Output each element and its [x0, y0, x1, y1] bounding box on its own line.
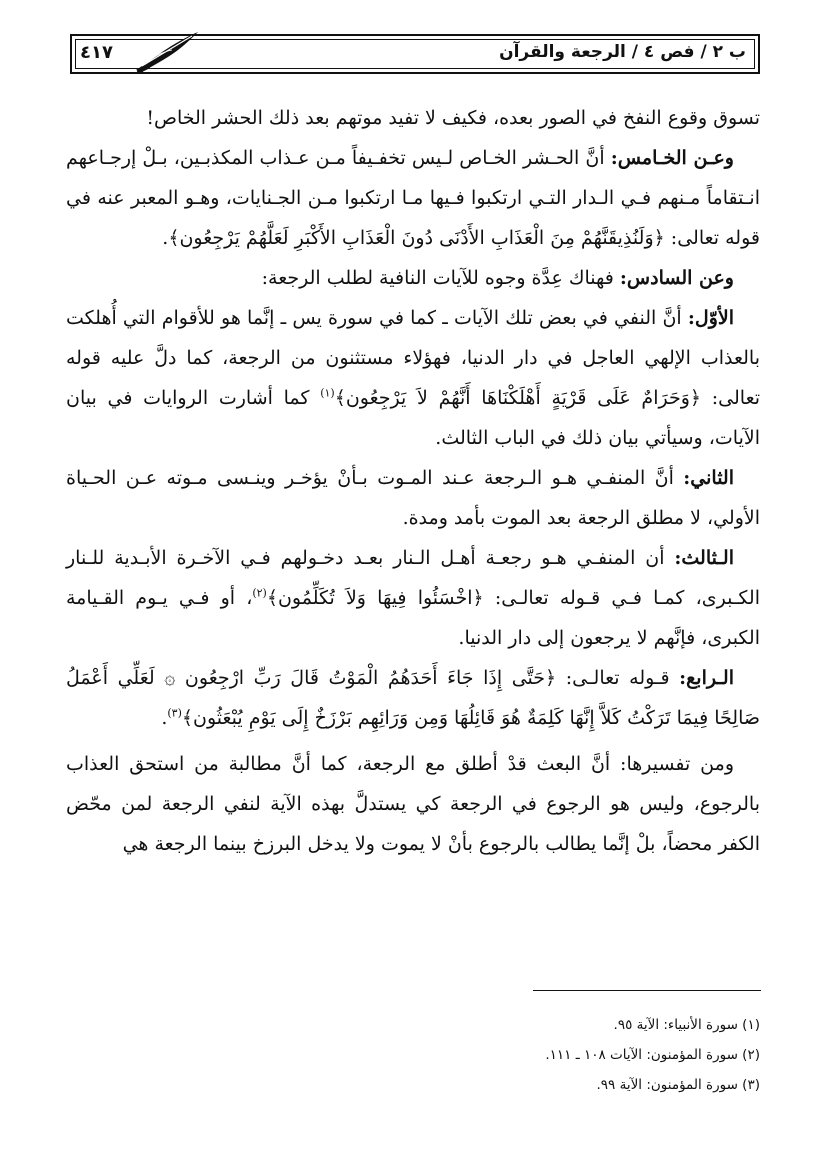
paragraph-text: تسوق وقوع النفخ في الصور بعده، فكيف لا تفيد موتهم بعد ذلك الحشر الخاص!	[146, 107, 760, 129]
paragraph	[66, 658, 760, 738]
footnote-ref[interactable]: (٢)	[252, 586, 267, 600]
paragraph-lead: الثاني:	[683, 467, 734, 489]
footnote-item: (٣) سورة المؤمنون: الآية ٩٩.	[596, 1077, 760, 1093]
quran-verse: ﴿اخْسَئُوا فِيهَا وَلاَ تُكَلِّمُون﴾	[266, 587, 484, 609]
paragraph-lead: الأوّل:	[687, 307, 734, 329]
paragraph-text: أنَّ المنفـي هـو الـرجعة عـند المـوت بـأنْ يؤخـر وينـسى مـوته عـن الحـياة الأولي، لا مطلق الرجعة بعد الموت بأمد ومدة.	[66, 467, 760, 529]
paragraph-text-end: كما أشارت الروايات في بيان الآيات، وسيأتي بيان ذلك في الباب الثالث.	[66, 387, 760, 449]
paragraph	[66, 98, 760, 138]
main-text	[66, 98, 760, 864]
paragraph-lead: الـثالث:	[674, 547, 734, 569]
paragraph	[66, 258, 760, 298]
paragraph-lead: الـرابع:	[679, 667, 734, 689]
paragraph	[66, 538, 760, 658]
paragraph-text: أنَّ النفي في بعض تلك الآيات ـ كما في سورة يس ـ إنَّما هو للأقوام التي أُهلكت بالعذاب الإلهي العاجل في دار الدنيا، فهؤلاء مستثنون من الرجعة، كما دلَّ عليه قوله تعالى:	[66, 307, 761, 409]
paragraph-text: أن المنفـي هـو رجعـة أهـل الـنار بعـد دخـولهم فـي الآخـرة الأبـدية للـنار الكـبرى، كمـا فـي قـوله تعالـى:	[66, 547, 760, 609]
paragraph	[66, 744, 760, 864]
paragraph-text-end: .	[161, 707, 168, 729]
footnote-ref[interactable]: (١)	[320, 386, 335, 400]
paragraph-text: ومن تفسيرها: أنَّ البعث قدْ أطلق مع الرجعة، كما أنَّ مطالبة من استحق العذاب بالرجوع، وليس هو الرجوع في الرجعة كي يستدلَّ بهذه الآية لنفي الرجعة لمن محّض الكفر محضاً، بلْ إنَّما يطالب بالرجوع بأنْ لا يموت ولا يدخل البرزخ بينما الرجعة هي	[66, 753, 760, 855]
paragraph-text: قـوله تعالـى:	[556, 667, 680, 689]
paragraph-text-end: .	[162, 227, 169, 249]
footnotes	[70, 1010, 760, 1100]
quran-verse: ﴿حَتَّى إِذَا جَاءَ أَحَدَهُمُ الْمَوْتُ قَالَ رَبِّ ارْجِعُون ۞ لَعَلِّي أَعْمَلُ صَالِحًا فِيمَا تَرَكْتُ كَلاَّ إِنَّهَا كَلِمَةٌ هُوَ قَائِلُهَا وَمِن وَرَائِهِم بَرْزَخٌ إِلَى يَوْمِ يُبْعَثُون﴾	[66, 667, 760, 729]
footnote-divider	[533, 990, 761, 991]
quran-verse: ﴿وَلَنُذِيقَنَّهُمْ مِنَ الْعَذَابِ الأَدْنَى دُونَ الْعَذَابِ الأَكْبَرِ لَعَلَّهُمْ يَرْجِعُون﴾	[168, 227, 665, 249]
paragraph	[66, 458, 760, 538]
quill-ornament-icon	[132, 30, 202, 78]
quran-verse: ﴿وَحَرَامٌ عَلَى قَرْيَةٍ أَهْلَكْنَاهَا أَنَّهُمْ لاَ يَرْجِعُون﴾	[334, 387, 702, 409]
paragraph-text: فهناك عِدَّة وجوه للآيات النافية لطلب الرجعة:	[261, 267, 620, 289]
footnote-ref[interactable]: (٣)	[167, 706, 182, 720]
footnote-item: (١) سورة الأنبياء: الآية ٩٥.	[613, 1017, 760, 1033]
paragraph-text-end: ، أو فـي يـوم القـيامة الكبرى، فإنَّهم لا يرجعون إلى دار الدنيا.	[66, 587, 760, 649]
header-title: ب ٢ / فص ٤ / الرجعة والقرآن	[499, 42, 746, 62]
page-header	[70, 34, 760, 74]
paragraph	[66, 138, 760, 258]
footnote-item: (٢) سورة المؤمنون: الآيات ١٠٨ ـ ١١١.	[545, 1047, 760, 1063]
paragraph-lead: وعـن الخـامس:	[610, 147, 734, 169]
paragraph-lead: وعن السادس:	[619, 267, 734, 289]
paragraph-text: أنَّ الحـشر الخـاص لـيس تخفـيفاً مـن عـذاب المكذبـين، بـلْ إرجـاعهم انـتقاماً مـنهم فـي الـدار التـي ارتكبوا فـيها مـا ارتكبوا مـن الجـنايات، وهـو المعبر عنه في قوله تعالى:	[66, 147, 760, 249]
page-number: ٤١٧	[80, 42, 113, 63]
paragraph	[66, 298, 760, 458]
